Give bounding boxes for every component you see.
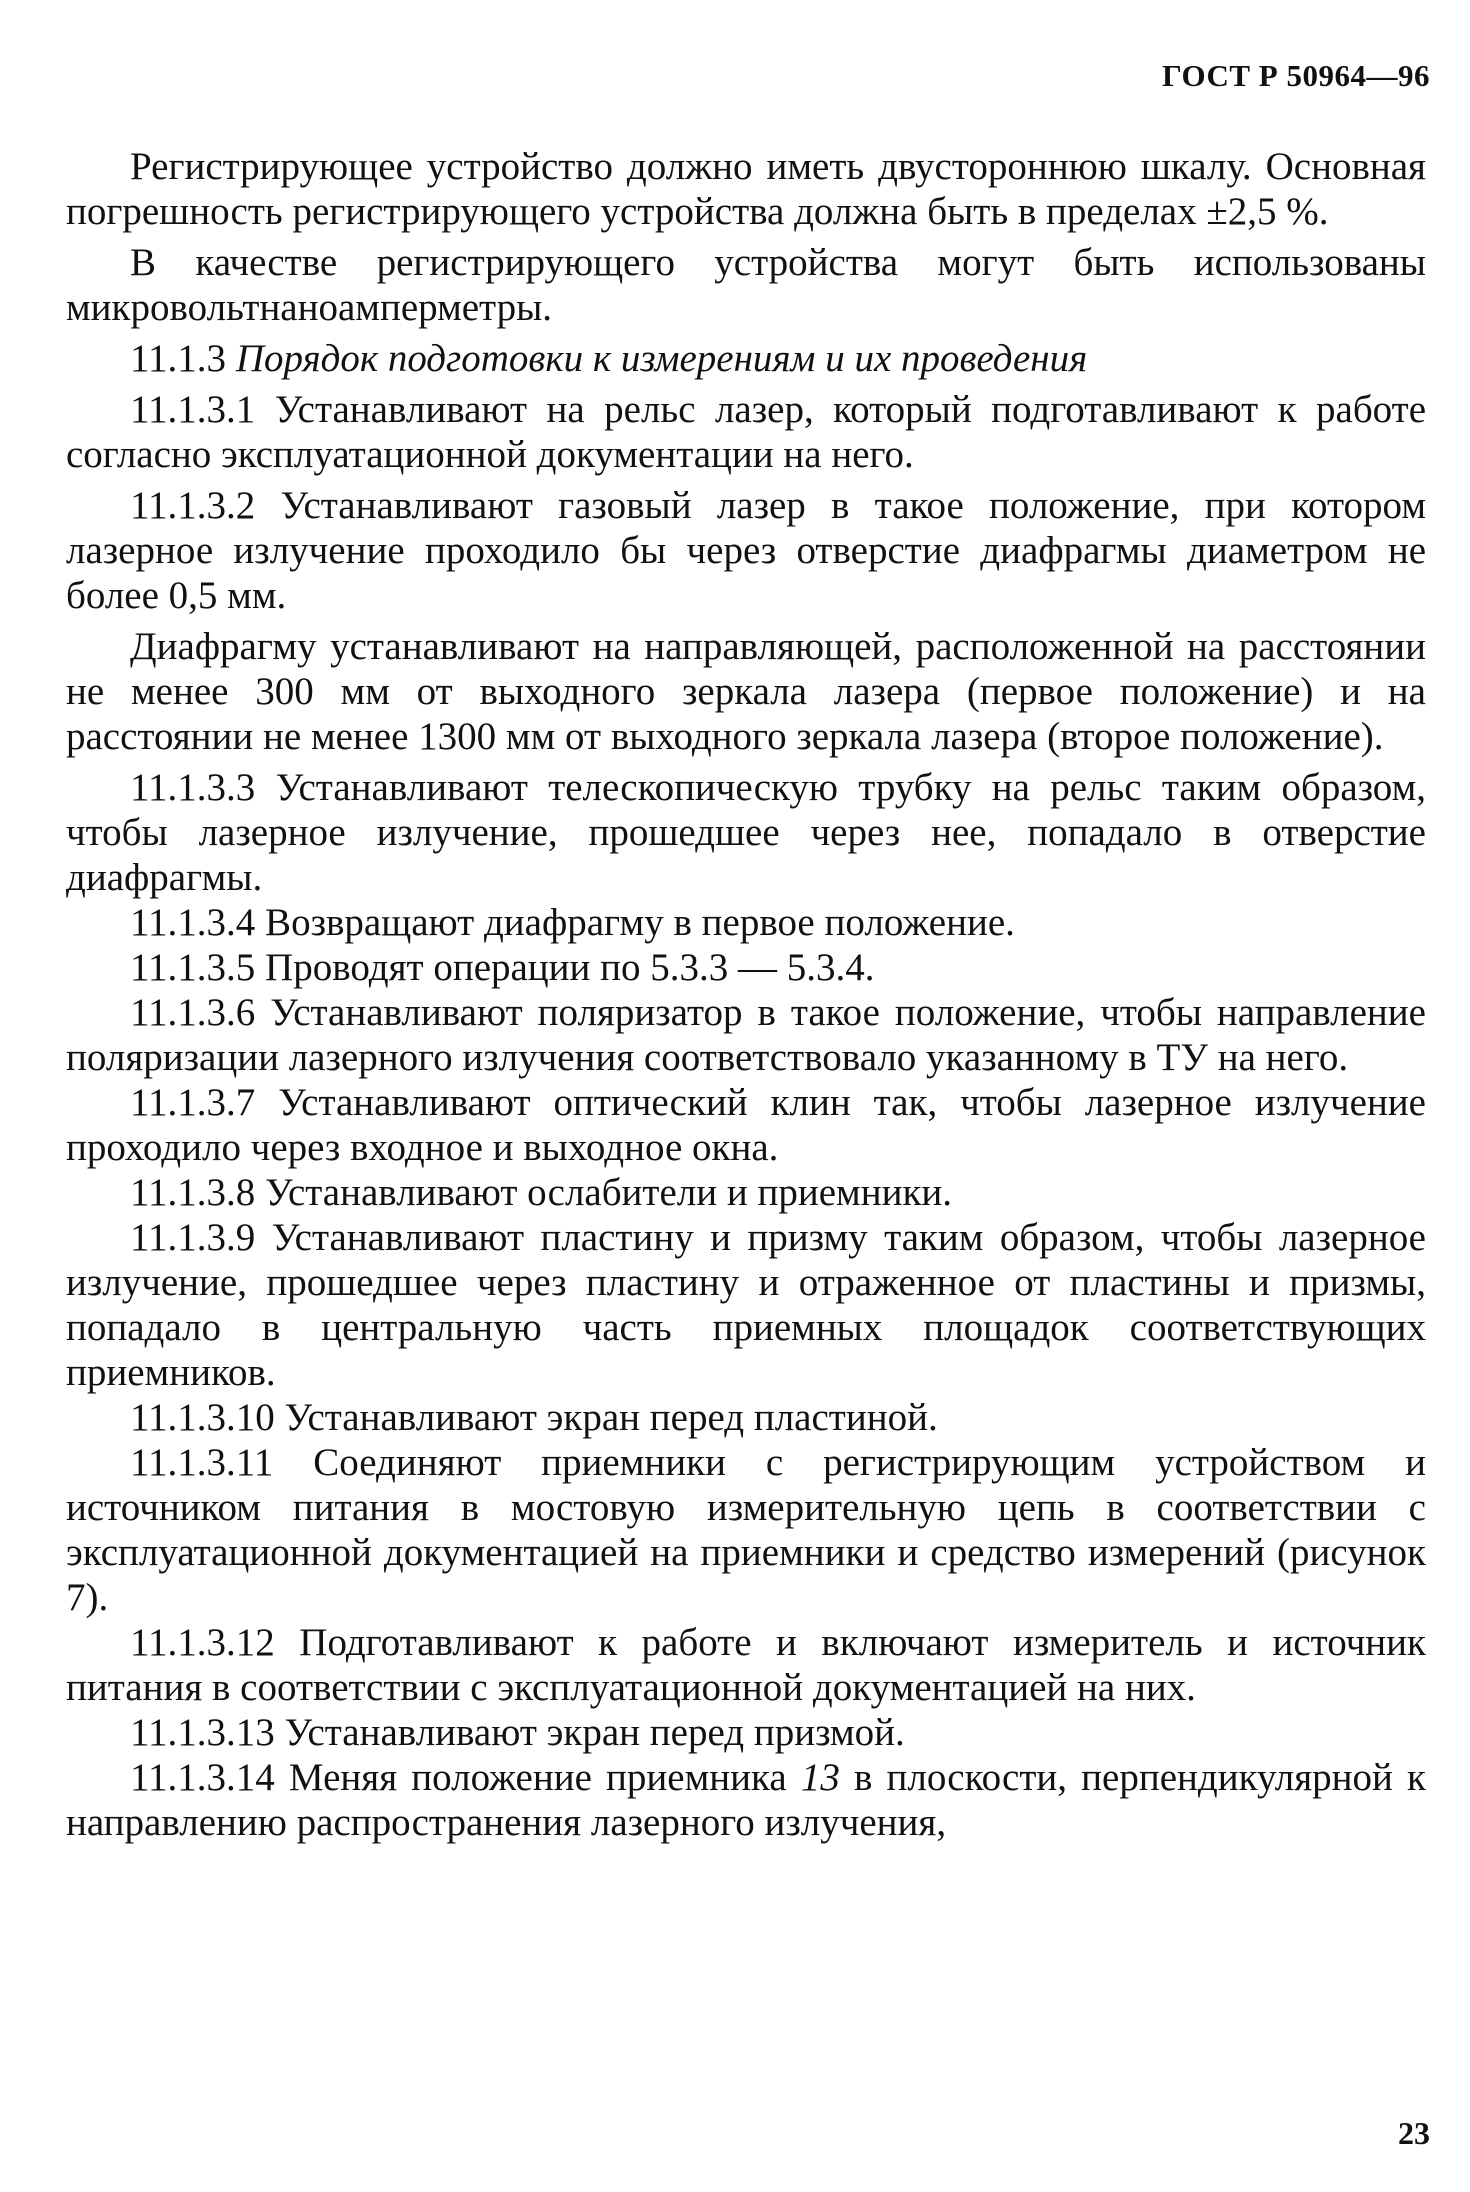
item-11-1-3-8: 11.1.3.8 Устанавливают ослабители и приемники.	[130, 1171, 953, 1214]
section-heading-11-1-3	[66, 336, 1426, 381]
item-11-1-3-14	[66, 1755, 1426, 1845]
item-11-1-3-14-text-start: 11.1.3.14 Меняя положение приемника	[130, 1756, 801, 1799]
item-11-1-3-12: 11.1.3.12 Подготавливают к работе и включают измеритель и источник питания в соответствии с эксплуатационной документацией на них.	[66, 1621, 1426, 1709]
item-11-1-3-14-text-end: в плоскости, перпендикулярной к направлению распространения лазерного излучения,	[66, 1756, 1426, 1844]
item-11-1-3-1: 11.1.3.1 Устанавливают на рельс лазер, который подготавливают к работе согласно эксплуатационной документации на него.	[66, 388, 1426, 476]
item-11-1-3-3: 11.1.3.3 Устанавливают телескопическую трубку на рельс таким образом, чтобы лазерное излучение, прошедшее через нее, попадало в отверстие диафрагмы.	[66, 766, 1426, 899]
item-11-1-3-7: 11.1.3.7 Устанавливают оптический клин так, чтобы лазерное излучение проходило через входное и выходное окна.	[66, 1081, 1426, 1169]
item-11-1-3-9: 11.1.3.9 Устанавливают пластину и призму таким образом, чтобы лазерное излучение, прошедшее через пластину и отраженное от пластины и призмы, попадало в центральную часть приемных площадок соответствующих приемников.	[66, 1216, 1426, 1394]
page-number: 23	[1398, 2115, 1430, 2151]
item-11-1-3-10: 11.1.3.10 Устанавливают экран перед пластиной.	[130, 1396, 938, 1439]
receiver-reference: 13	[800, 1756, 840, 1799]
item-11-1-3-13: 11.1.3.13 Устанавливают экран перед призмой.	[130, 1711, 905, 1754]
section-number: 11.1.3	[130, 337, 227, 380]
paragraph-diaphragm: Диафрагму устанавливают на направляющей, расположенной на расстоянии не менее 300 мм от выходного зеркала лазера (первое положение) и на расстоянии не менее 1300 мм от выходного зеркала лазера (второе положение).	[66, 625, 1426, 758]
item-11-1-3-6: 11.1.3.6 Устанавливают поляризатор в такое положение, чтобы направление поляризации лазерного излучения соответствовало указанному в ТУ на него.	[66, 991, 1426, 1079]
item-11-1-3-4: 11.1.3.4 Возвращают диафрагму в первое положение.	[130, 901, 1015, 944]
item-11-1-3-5: 11.1.3.5 Проводят операции по 5.3.3 — 5.3.4.	[130, 946, 875, 989]
paragraph-recorder-usage: В качестве регистрирующего устройства могут быть использованы микровольтнаноамперметры.	[66, 241, 1426, 329]
paragraph-recorder-scale: Регистрирующее устройство должно иметь двустороннюю шкалу. Основная погрешность регистрирующего устройства должна быть в пределах ±2,5 %.	[66, 145, 1426, 233]
item-11-1-3-2: 11.1.3.2 Устанавливают газовый лазер в такое положение, при котором лазерное излучение проходило бы через отверстие диафрагмы диаметром не более 0,5 мм.	[66, 484, 1426, 617]
item-11-1-3-11: 11.1.3.11 Соединяют приемники с регистрирующим устройством и источником питания в мостовую измерительную цепь в соответствии с эксплуатационной документацией на приемники и средство измерений (рисунок 7).	[66, 1441, 1426, 1619]
document-body	[66, 144, 1426, 1845]
document-header: ГОСТ Р 50964—96	[1162, 58, 1430, 93]
section-title: Порядок подготовки к измерениям и их проведения	[235, 337, 1088, 380]
